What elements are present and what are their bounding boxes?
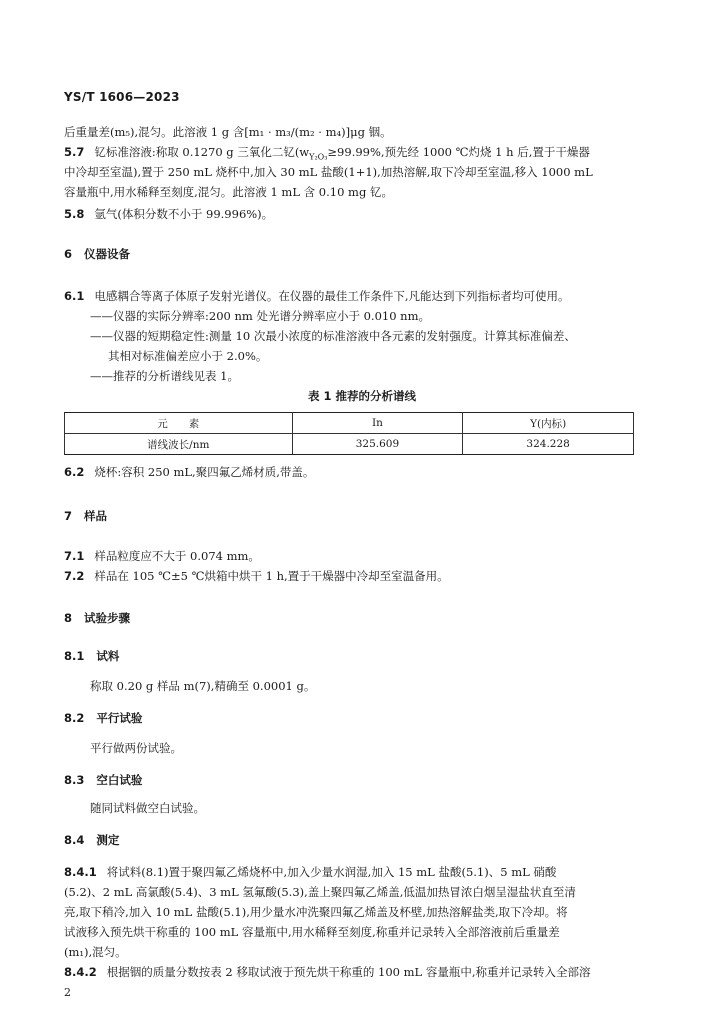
page-number: 2	[64, 986, 71, 999]
clause-8-4-2	[64, 962, 644, 982]
section-title: 平行试验	[96, 711, 143, 725]
clause-text: 根据铟的质量分数按表 2 移取试液于预先烘干称重的 100 mL 容量瓶中,称重并记录转入全部溶	[106, 965, 591, 979]
table-cell: 324.228	[463, 434, 634, 455]
clause-number: 5.7	[64, 145, 85, 159]
clause-6-1	[64, 286, 644, 306]
clause-text: 样品在 105 ℃±5 ℃烘箱中烘干 1 h,置于干燥器中冷却至室温备用。	[94, 569, 449, 583]
clause-number: 6.1	[64, 289, 85, 303]
clause-8-2-text: 平行做两份试验。	[90, 741, 182, 755]
clause-8-4-1-line5: (m₁),混匀。	[64, 945, 127, 959]
section-title: 试验步骤	[84, 611, 131, 625]
section-number: 8.4	[64, 833, 85, 847]
clause-text: 烧杯:容积 250 mL,聚四氟乙烯材质,带盖。	[94, 465, 315, 479]
clause-number: 7.1	[64, 549, 85, 563]
clause-8-1-text: 称取 0.20 g 样品 m(7),精确至 0.0001 g。	[90, 679, 316, 693]
section-title: 样品	[84, 509, 108, 523]
clause-text: 样品粒度应不大于 0.074 mm。	[94, 549, 260, 563]
list-item-stability: ——仪器的短期稳定性:测量 10 次最小浓度的标准溶液中各元素的发射强度。计算其标准偏差、	[90, 329, 576, 343]
clause-8-4-1-line3: 亮,取下稍冷,加入 10 mL 盐酸(5.1),用少量水冲洗聚四氟乙烯盖及杯壁,加热溶解盐类,取下冷却。将	[64, 905, 568, 919]
section-number: 7	[64, 509, 73, 523]
table-cell: In	[292, 413, 463, 434]
table-cell: 谱线波长/nm	[65, 434, 293, 455]
list-item-resolution: ——仪器的实际分辨率:200 nm 处光谱分辨率应小于 0.010 nm。	[90, 309, 430, 323]
paragraph-5-6-tail: 后重量差(m₅),混匀。此溶液 1 g 含[m₁ · m₃/(m₂ · m₄)]μg 铟。	[64, 125, 392, 139]
section-8-heading	[64, 608, 130, 628]
section-title: 试料	[96, 649, 120, 663]
section-title: 测定	[96, 833, 120, 847]
table-cell: Y(内标)	[463, 413, 634, 434]
clause-number: 5.8	[64, 207, 85, 221]
clause-text: 钇标准溶液:称取 0.1270 g 三氧化二钇(w	[94, 145, 310, 159]
clause-text: 将试料(8.1)置于聚四氟乙烯烧杯中,加入少量水润湿,加入 15 mL 盐酸(5.1)、5 mL 硝酸	[106, 865, 557, 879]
section-number: 8	[64, 611, 73, 625]
table-cell: 元 素	[65, 413, 293, 434]
clause-text: ≥99.99%,预先经 1000 ℃灼烧 1 h 后,置于干燥器	[327, 145, 590, 159]
section-number: 8.2	[64, 711, 85, 725]
section-7-heading	[64, 506, 107, 526]
clause-number: 6.2	[64, 465, 85, 479]
section-number: 8.3	[64, 773, 85, 787]
section-number: 6	[64, 247, 73, 261]
list-item-stability-cont: 其相对标准偏差应小于 2.0%。	[108, 349, 268, 363]
clause-8-4-1-line4: 试液移入预先烘干称重的 100 mL 容量瓶中,用水稀释至刻度,称重并记录转入全部溶液前后重量差	[64, 925, 560, 939]
section-8-4-heading	[64, 830, 119, 850]
clause-8-4-1	[64, 862, 644, 882]
section-8-2-heading	[64, 708, 142, 728]
section-6-heading	[64, 244, 130, 264]
clause-5-7-line2: 中冷却至室温),置于 250 mL 烧杯中,加入 30 mL 盐酸(1+1),加热溶解,取下冷却至室温,移入 1000 mL	[64, 165, 593, 179]
table-row	[65, 413, 634, 434]
clause-5-8	[64, 204, 644, 224]
clause-number: 8.4.2	[64, 965, 97, 979]
section-title: 仪器设备	[84, 247, 131, 261]
clause-7-1	[64, 546, 644, 566]
table-cell: 325.609	[292, 434, 463, 455]
clause-8-4-1-line2: (5.2)、2 mL 高氯酸(5.4)、3 mL 氢氟酸(5.3),盖上聚四氟乙烯盖,低温加热冒浓白烟呈湿盐状直至清	[64, 885, 576, 899]
table-row	[65, 434, 634, 455]
standard-number: YS/T 1606—2023	[64, 90, 180, 104]
section-8-1-heading	[64, 646, 119, 666]
section-8-3-heading	[64, 770, 142, 790]
clause-number: 7.2	[64, 569, 85, 583]
clause-text: 氩气(体积分数不小于 99.996%)。	[94, 207, 274, 221]
list-item-spectral-lines: ——推荐的分析谱线见表 1。	[90, 369, 239, 383]
clause-text: 电感耦合等离子体原子发射光谱仪。在仪器的最佳工作条件下,凡能达到下列指标者均可使用。	[94, 289, 570, 303]
clause-8-3-text: 随同试料做空白试验。	[90, 801, 205, 815]
formula-subscript: Y₂O₃	[309, 152, 328, 162]
clause-7-2	[64, 566, 644, 586]
spectral-lines-table	[64, 412, 634, 455]
section-title: 空白试验	[96, 773, 143, 787]
table-1-title: 表 1 推荐的分析谱线	[307, 389, 416, 403]
clause-5-7-line3: 容量瓶中,用水稀释至刻度,混匀。此溶液 1 mL 含 0.10 mg 钇。	[64, 185, 393, 199]
clause-number: 8.4.1	[64, 865, 97, 879]
clause-6-2	[64, 462, 644, 482]
section-number: 8.1	[64, 649, 85, 663]
